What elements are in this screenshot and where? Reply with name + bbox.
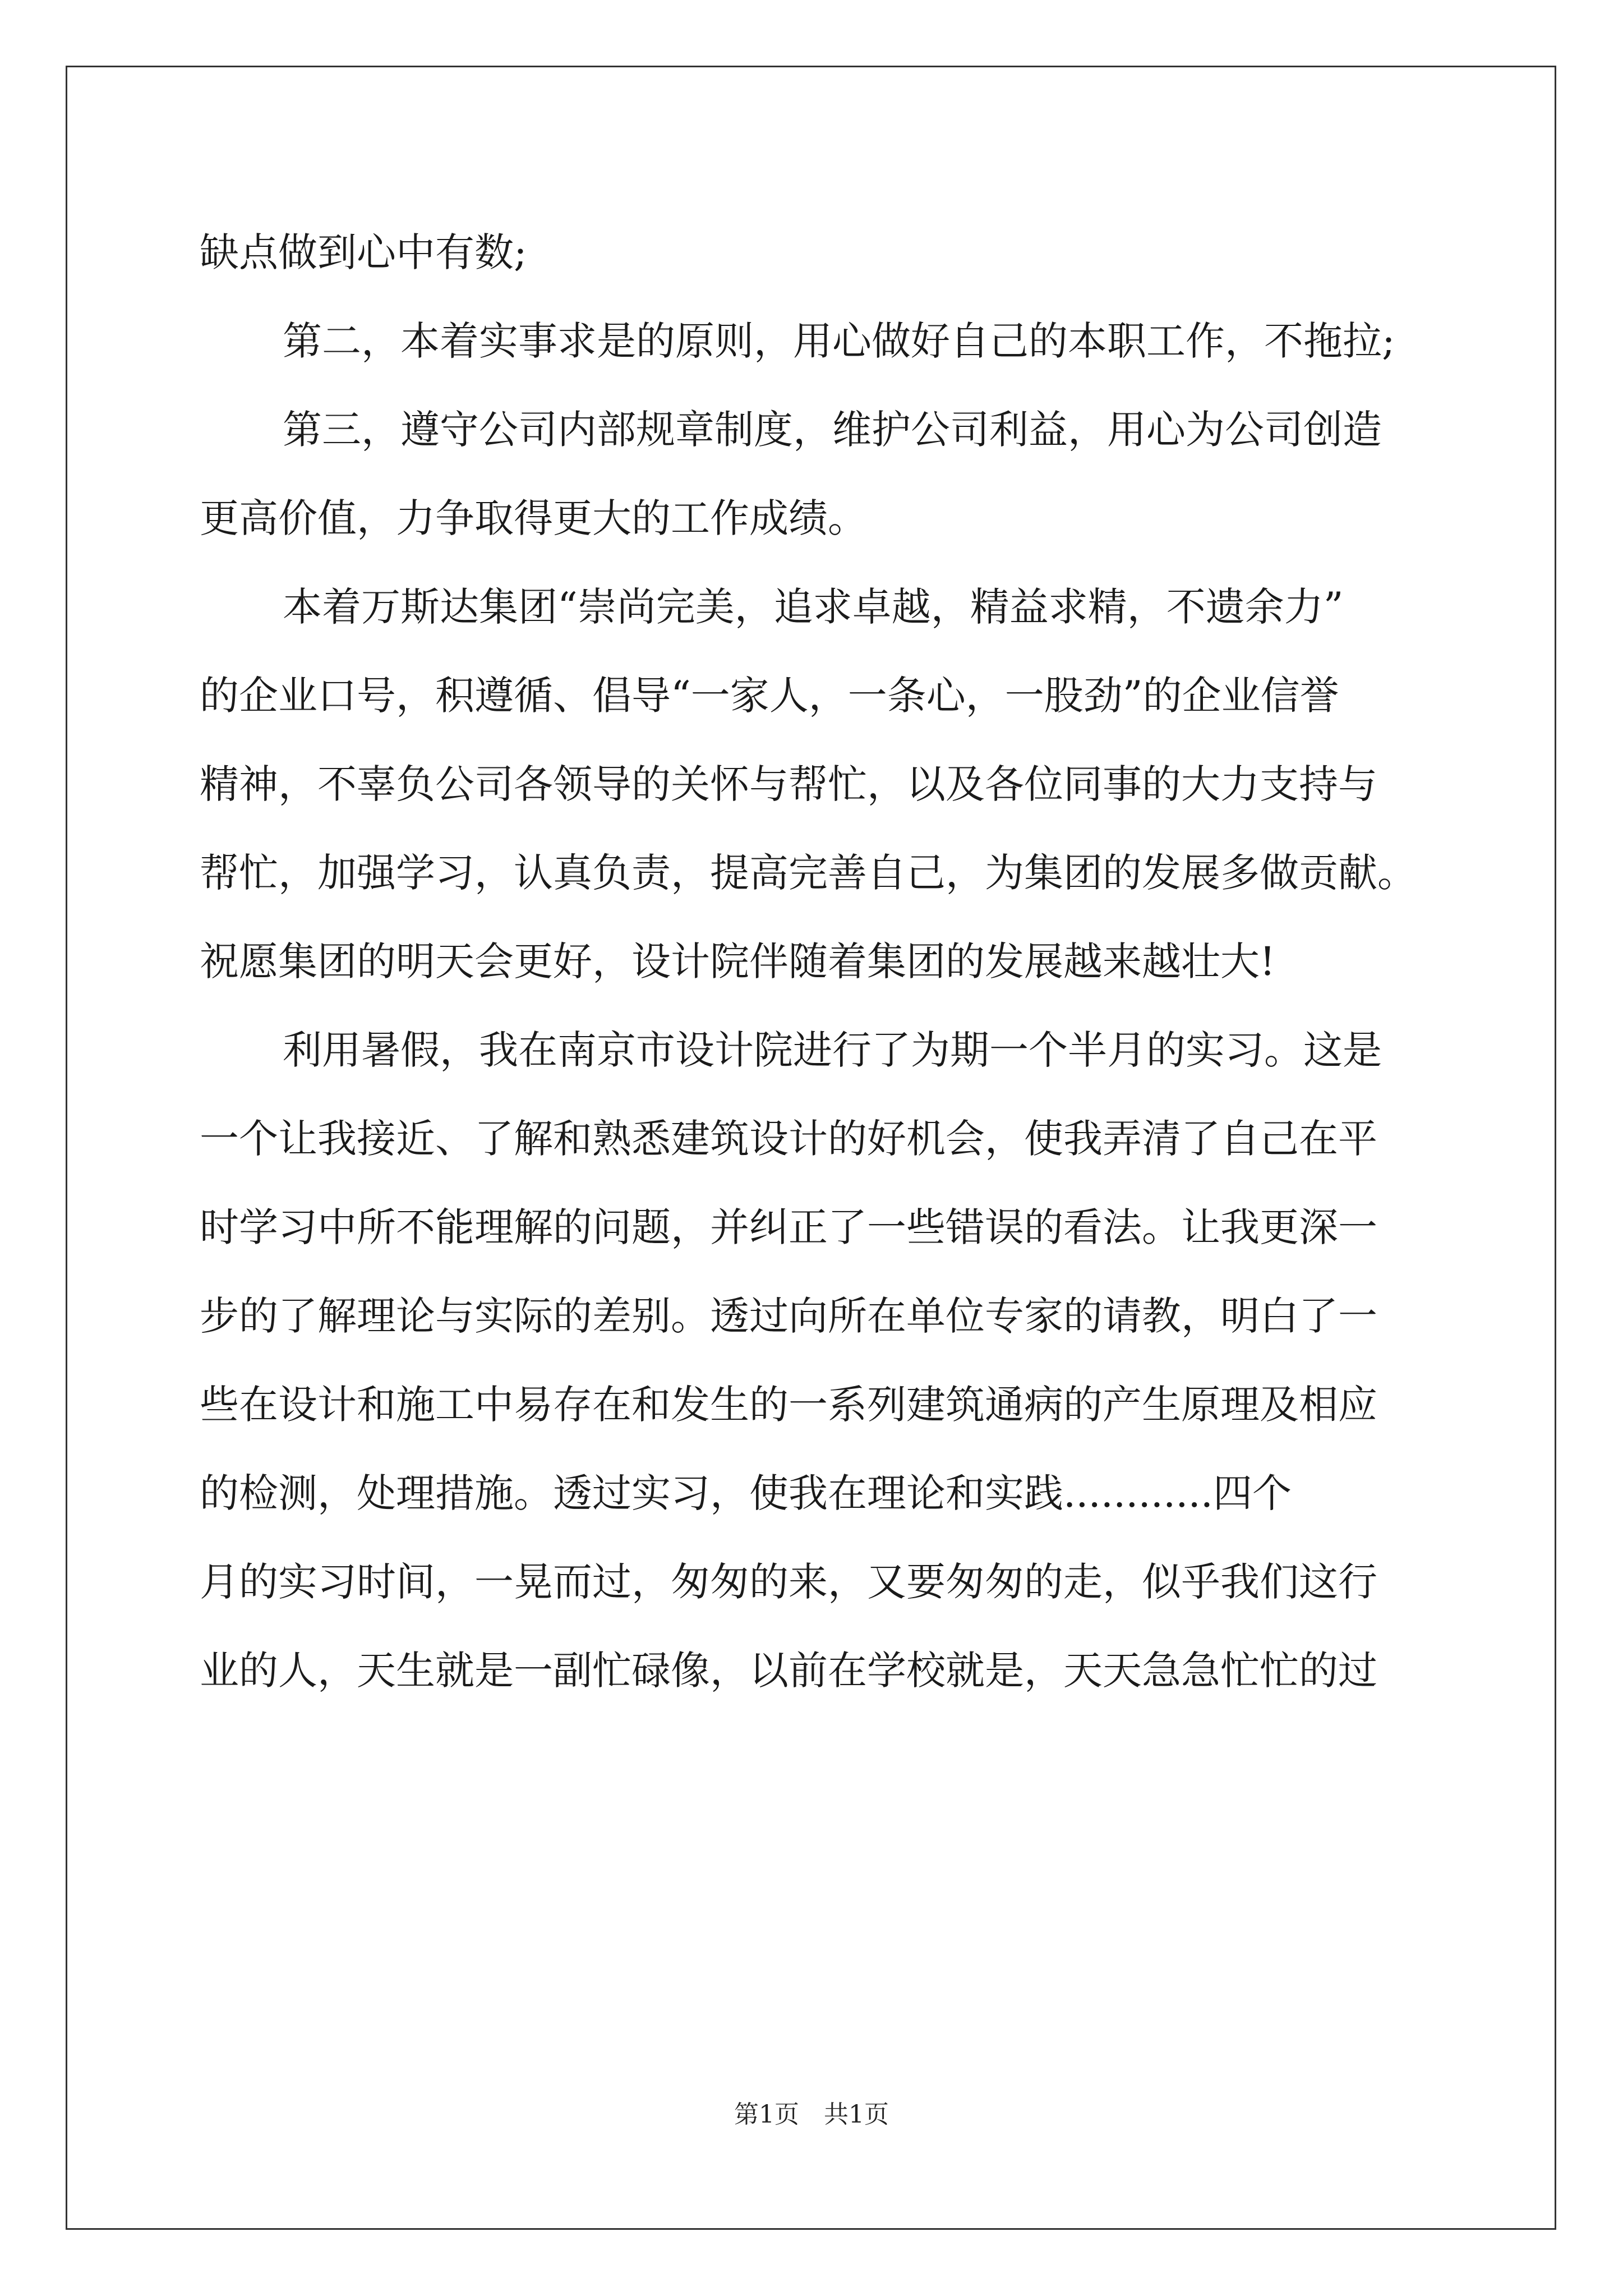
text-line: 帮忙，加强学习，认真负责，提高完善自己，为集团的发展多做贡献。 [200, 850, 1417, 896]
text-line: 步的了解理论与实际的差别。透过向所在单位专家的请教，明白了一 [200, 1293, 1377, 1339]
text-line: 更高价值，力争取得更大的工作成绩。 [200, 495, 867, 541]
text-line: 的检测，处理措施。透过实习，使我在理论和实践............四个 [200, 1470, 1292, 1516]
text-line: 一个让我接近、了解和熟悉建筑设计的好机会，使我弄清了自己在平 [200, 1116, 1377, 1162]
text-line: 时学习中所不能理解的问题，并纠正了一些错误的看法。让我更深一 [200, 1204, 1377, 1250]
text-line: 第二，本着实事求是的原则，用心做好自己的本职工作，不拖拉; [283, 318, 1395, 364]
text-line: 月的实习时间，一晃而过，匆匆的来，又要匆匆的走，似乎我们这行 [200, 1559, 1377, 1605]
text-line: 祝愿集团的明天会更好，设计院伴随着集团的发展越来越壮大! [200, 938, 1276, 984]
text-line: 本着万斯达集团“崇尚完美，追求卓越，精益求精，不遗余力” [283, 584, 1344, 630]
text-line: 精神，不辜负公司各领导的关怀与帮忙，以及各位同事的大力支持与 [200, 761, 1377, 807]
text-line: 缺点做到心中有数; [200, 229, 527, 275]
text-line: 业的人，天生就是一副忙碌像，以前在学校就是，天天急急忙忙的过 [200, 1648, 1377, 1694]
text-line: 第三，遵守公司内部规章制度，维护公司利益，用心为公司创造 [283, 407, 1382, 453]
text-line: 利用暑假，我在南京市设计院进行了为期一个半月的实习。这是 [283, 1027, 1382, 1073]
page-footer: 第1页 共1页 [734, 2100, 889, 2129]
text-line: 些在设计和施工中易存在和发生的一系列建筑通病的产生原理及相应 [200, 1382, 1377, 1428]
text-line: 的企业口号，积遵循、倡导“一家人，一条心，一股劲”的企业信誉 [200, 673, 1339, 719]
